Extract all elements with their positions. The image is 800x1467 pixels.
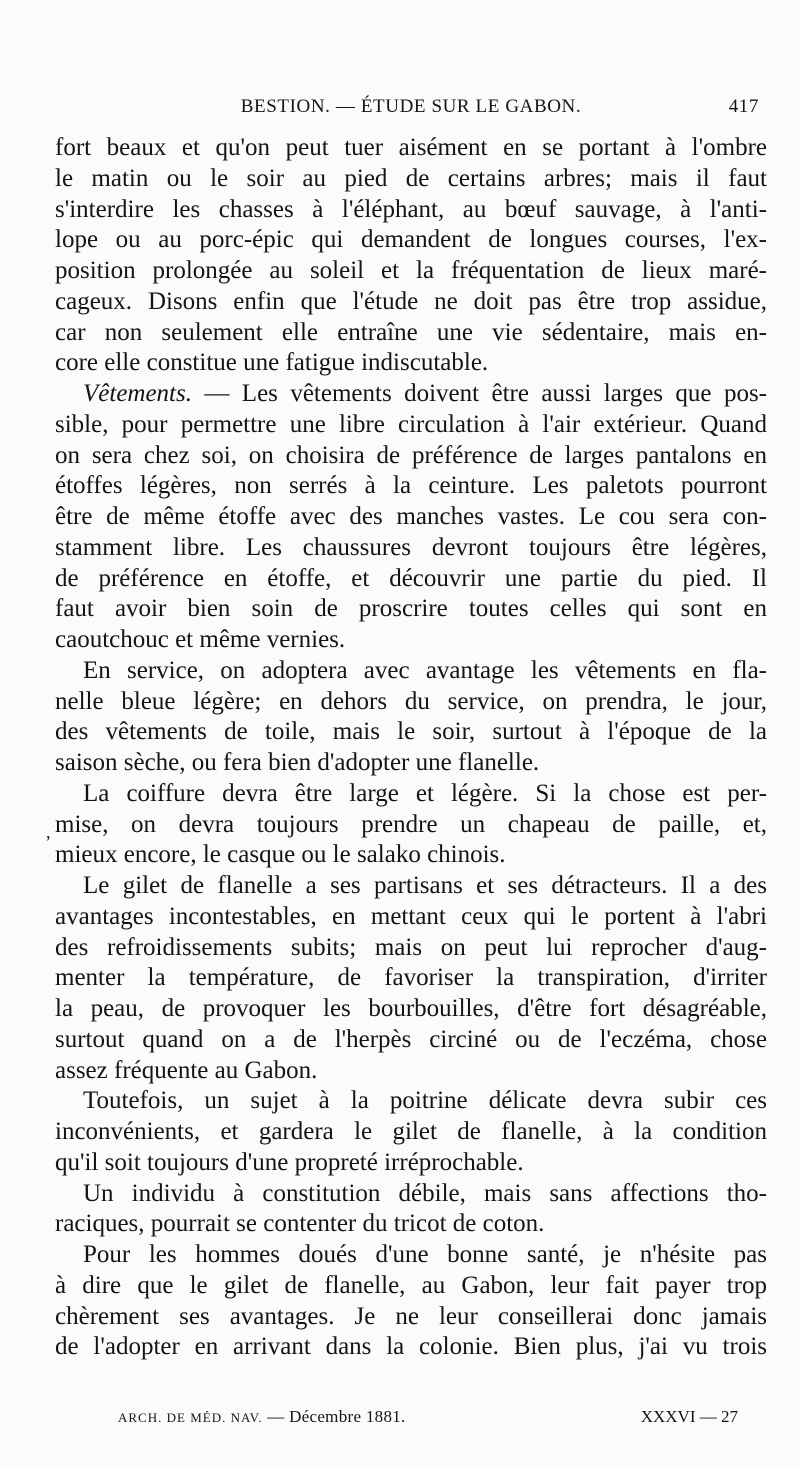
text-line: de préférence en étoffe, et découvrir une partie du pied. Il: [55, 564, 767, 592]
text-line: chèrement ses avantages. Je ne leur conseillerai donc jamais: [55, 1302, 767, 1330]
text-line: En service, on adoptera avec avantage les vêtements en fla-: [83, 656, 767, 684]
text-line: stamment libre. Les chaussures devront toujours être légères,: [55, 533, 767, 561]
text-line: des refroidissements subits; mais on peut lui reprocher d'aug-: [55, 933, 767, 961]
text-line: assez fréquente au Gabon.: [55, 1056, 318, 1084]
text-line: le matin ou le soir au pied de certains arbres; mais il faut: [55, 164, 767, 192]
text-line: [55, 379, 767, 410]
text-line: s'interdire les chasses à l'éléphant, au bœuf sauvage, à l'anti-: [55, 195, 767, 223]
text-line: cageux. Disons enfin que l'étude ne doit pas être trop assidue,: [55, 287, 767, 315]
text-line: être de même étoffe avec des manches vastes. Le cou sera con-: [55, 503, 767, 530]
text-line: position prolongée au soleil et la fréquentation de lieux maré-: [55, 257, 767, 284]
text-line: des vêtements de toile, mais le soir, surtout à l'époque de la: [55, 718, 767, 746]
text-line: à dire que le gilet de flanelle, au Gabon, leur fait payer trop: [55, 1271, 767, 1299]
text-line: Un individu à constitution débile, mais sans affections tho-: [83, 1179, 767, 1207]
text-line: car non seulement elle entraîne une vie sédentaire, mais en-: [55, 318, 767, 346]
text-line: mieux encore, le casque ou le salako chinois.: [55, 841, 506, 869]
text-line: Le gilet de flanelle a ses partisans et ses détracteurs. Il a des: [83, 872, 767, 899]
text-line: Pour les hommes doués d'une bonne santé, je n'hésite pas: [83, 1241, 767, 1268]
text-line: inconvénients, et gardera le gilet de flanelle, à la condition: [55, 1118, 767, 1145]
journal-abbreviation: ARCH. DE MÉD. NAV.: [118, 1410, 263, 1425]
text-line: raciques, pourrait se contenter du tricot de coton.: [55, 1210, 545, 1238]
text-line: saison sèche, ou fera bien d'adopter une flanelle.: [55, 749, 540, 776]
page-number: 417: [728, 96, 759, 117]
issue-date: — Décembre 1881.: [267, 1407, 406, 1426]
text-line: fort beaux et qu'on peut tuer aisément en se portant à l'ombre: [55, 134, 767, 161]
text-line: menter la température, de favoriser la transpiration, d'irriter: [55, 964, 767, 992]
text-run: — Les vêtements doivent être aussi larges que pos-: [191, 380, 767, 407]
text-line: faut avoir bien soin de proscrire toutes celles qui sont en: [55, 595, 767, 623]
footer-citation: [118, 1407, 406, 1427]
text-line: mise, on devra toujours prendre un chapeau de paille, et,: [55, 810, 767, 838]
text-line: la peau, de provoquer les bourbouilles, d'être fort désagréable,: [55, 995, 767, 1022]
page-footer: [118, 1407, 738, 1433]
running-title: BESTION. — ÉTUDE SUR LE GABON.: [240, 96, 582, 117]
text-line: étoffes légères, non serrés à la ceinture. Les paletots pourront: [55, 472, 767, 500]
text-line: core elle constitue une fatigue indiscutable.: [55, 349, 489, 377]
text-line: de l'adopter en arrivant dans la colonie. Bien plus, j'ai vu trois: [55, 1333, 767, 1361]
body-text: [55, 133, 767, 1363]
text-line: lope ou au porc-épic qui demandent de longues courses, l'ex-: [55, 226, 767, 254]
text-line: avantages incontestables, en mettant ceux qui le portent à l'abri: [55, 902, 767, 930]
text-line: caoutchouc et même vernies.: [55, 626, 346, 653]
text-line: La coiffure devra être large et légère. Si la chose est per-: [83, 779, 767, 807]
text-line: qu'il soit toujours d'une propreté irréprochable.: [55, 1148, 524, 1176]
text-line: nelle bleue légère; en dehors du service, on prendra, le jour,: [55, 687, 767, 715]
text-line: sible, pour permettre une libre circulation à l'air extérieur. Quand: [55, 410, 767, 438]
running-head: [55, 96, 767, 126]
signature-mark: XXXVI — 27: [640, 1407, 738, 1426]
text-line: surtout quand on a de l'herpès circiné ou de l'eczéma, chose: [55, 1025, 767, 1053]
section-heading-vetements: Vêtements.: [83, 380, 192, 407]
text-line: on sera chez soi, on choisira de préférence de larges pantalons en: [55, 441, 767, 469]
margin-mark: ,: [46, 822, 51, 842]
text-line: Toutefois, un sujet à la poitrine délicate devra subir ces: [83, 1087, 767, 1115]
